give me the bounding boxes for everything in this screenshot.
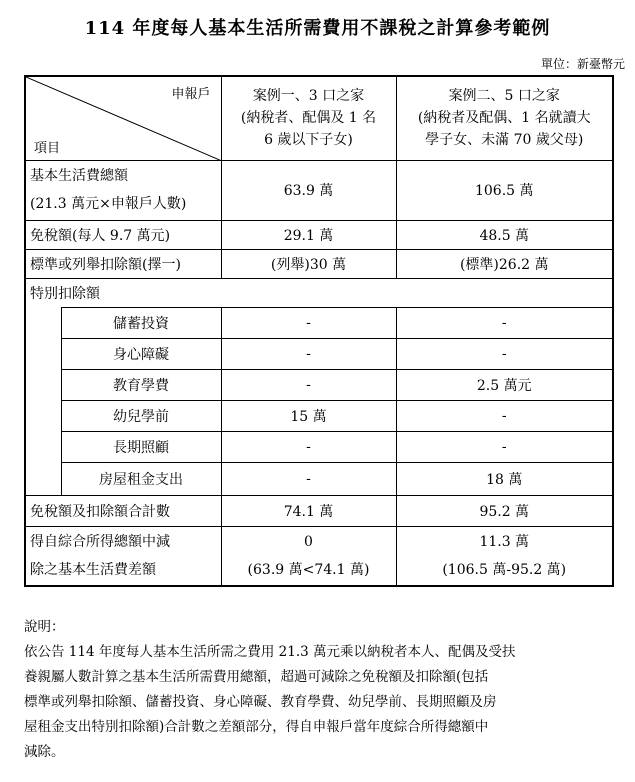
notes-heading: 說明： [24,619,65,635]
exemption-case1: 29.1 萬 [221,220,396,249]
case2-desc-2: 學子女、未滿 70 歲父母) [425,132,584,149]
applicant-header: 申報戶 [171,87,211,102]
diff-case2 [396,526,613,586]
diff-case2-value: 11.3 萬 [479,533,530,550]
basic-total-label [25,160,221,220]
special-case1: - [221,431,396,462]
special-row [25,369,613,400]
notes-section [24,615,614,765]
basic-total-case2: 106.5 萬 [396,160,613,220]
unit-label: 單位：新臺幣元 [540,57,625,71]
case1-desc-1: (納稅者、配偶及 1 名 [240,110,377,127]
diff-label-1: 得自綜合所得總額中減 [30,533,170,550]
basic-total-row [25,160,613,220]
special-case2: - [396,400,613,431]
standard-label: 標準或列舉扣除額(擇一) [25,249,221,278]
special-case1: - [221,307,396,338]
diff-row [25,526,613,586]
basic-total-label-1: 基本生活費總額 [30,168,128,184]
diff-case2-formula: (106.5 萬-95.2 萬) [442,561,567,578]
special-label: 儲蓄投資 [61,307,221,338]
special-row [25,338,613,369]
calculation-table [24,75,614,587]
special-indent [25,307,61,495]
total-row [25,495,613,526]
diff-label-2: 除之基本生活費差額 [30,561,156,578]
basic-total-case1: 63.9 萬 [221,160,396,220]
exemption-case2: 48.5 萬 [396,220,613,249]
diff-case1-formula: (63.9 萬<74.1 萬) [247,561,370,578]
total-label: 免稅額及扣除額合計數 [25,495,221,526]
special-row [25,462,613,495]
standard-case1: (列舉)30 萬 [221,249,396,278]
page-title: 114 年度每人基本生活所需費用不課稅之計算參考範例 [84,18,551,39]
standard-row [25,249,613,278]
notes-line: 屋租金支出特別扣除額)合計數之差額部分，得自申報戶當年度綜合所得總額中 [24,719,489,735]
special-row [25,400,613,431]
special-case2: - [396,307,613,338]
diagonal-header-cell [25,76,221,160]
special-case1: - [221,462,396,495]
case1-title: 案例一、3 口之家 [252,88,365,105]
notes-line: 標準或列舉扣除額、儲蓄投資、身心障礙、教育學費、幼兒學前、長期照顧及房 [24,694,497,710]
exemption-row [25,220,613,249]
notes-line: 減除。 [24,744,65,760]
case1-header [221,76,396,160]
special-label: 教育學費 [61,369,221,400]
basic-total-label-2: (21.3 萬元×申報戶人數) [30,196,187,212]
case2-desc-1: (納稅者及配偶、1 名就讀大 [417,110,591,127]
special-label: 幼兒學前 [61,400,221,431]
standard-case2: (標準)26.2 萬 [396,249,613,278]
notes-line: 養親屬人數計算之基本生活所需費用總額，超過可減除之免稅額及扣除額(包括 [24,669,489,685]
special-case1: 15 萬 [221,400,396,431]
special-label: 房屋租金支出 [61,462,221,495]
item-header: 項目 [34,140,61,156]
total-case2: 95.2 萬 [396,495,613,526]
total-case1: 74.1 萬 [221,495,396,526]
special-case1: - [221,369,396,400]
case1-desc-2: 6 歲以下子女) [264,132,353,149]
special-header-row [25,278,613,307]
header-row [25,76,613,160]
special-case2: - [396,338,613,369]
case2-title: 案例二、5 口之家 [448,88,560,105]
special-label: 身心障礙 [61,338,221,369]
special-case2: - [396,431,613,462]
special-case2: 18 萬 [396,462,613,495]
diff-case1 [221,526,396,586]
special-label: 長期照顧 [61,431,221,462]
special-row [25,431,613,462]
diff-case1-value: 0 [304,533,313,550]
diff-label [25,526,221,586]
special-row [25,307,613,338]
notes-line: 依公告 114 年度每人基本生活所需之費用 21.3 萬元乘以納稅者本人、配偶及受扶 [24,644,516,660]
special-header: 特別扣除額 [25,278,613,307]
exemption-label: 免稅額(每人 9.7 萬元) [25,220,221,249]
special-case2: 2.5 萬元 [396,369,613,400]
case2-header [396,76,613,160]
special-case1: - [221,338,396,369]
